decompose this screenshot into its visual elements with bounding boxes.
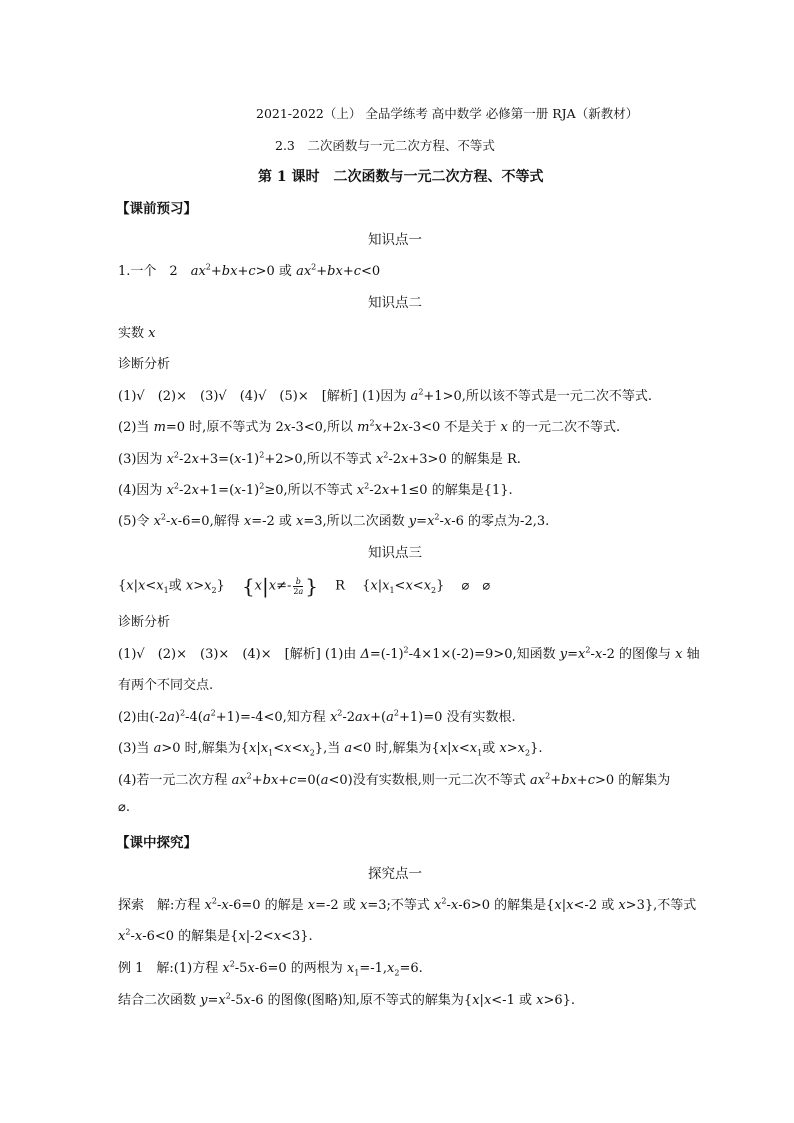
section-header: 2.3 二次函数与一元二次方程、不等式 bbox=[275, 138, 495, 153]
example1-line-2: 结合二次函数 $y=x^2-5x-6$ 的图像(图略)知,原不等式的解集为{x|x<-1 或 x>6}. bbox=[118, 991, 576, 1008]
example1-line-1: 例 1 解:(1)方程 $x^2-5x-6=0$ 的两根为 $x_1=-1,x_2=6$. bbox=[118, 959, 423, 978]
example1-cont: 结合二次函数 bbox=[118, 993, 201, 1008]
kp1-prefix: 1.一个 2 bbox=[118, 264, 191, 279]
kp3-diagnosis-line-1: (1)√ (2)× (3)× (4)× [解析] (1)由 $\Delta=(-1)^2-4\times 1\times(-2)=9>0$,知函数 $y=x^2-x-2$ 的图像与 x 轴 bbox=[118, 645, 700, 662]
explore-label: 探索 解:方程 bbox=[118, 898, 205, 913]
example1-label: 例 1 解:(1)方程 bbox=[118, 961, 223, 976]
kp3-diagnosis-line-3: (3)当 a>0 时,解集为$\{x|x_1<x<x_2\}$,当 a<0 时,解集为{$x|x<x_1$或 $x>x_2$}. bbox=[118, 741, 543, 758]
kp2-answers-text: (1)√ (2)× (3)√ (4)√ (5)× [解析] (1)因为 bbox=[118, 389, 411, 404]
knowledge-point-1: 知识点一 bbox=[368, 232, 422, 248]
knowledge-point-3: 知识点三 bbox=[368, 545, 422, 561]
page-title: 第 1 课时 二次函数与一元二次方程、不等式 bbox=[258, 169, 544, 185]
explore-line-1: 探索 解:方程 $x^2-x-6=0$ 的解是 x=-2 或 x=3;不等式 $x^2-x-6>0$ 的解集是{x|x<-2 或 x>3},不等式 bbox=[118, 896, 697, 913]
knowledge-point-2: 知识点二 bbox=[368, 295, 422, 311]
kp3-diagnosis-line-2: (2)由$(-2a)^2-4(a^2+1)=-4<0$,知方程 $x^2-2ax+(a^2+1)=0$ 没有实数根. bbox=[118, 708, 516, 725]
kp2-diagnosis-line-3: (3)因为 $x^2-2x+3=(x-1)^2+2>0$,所以不等式 $x^2-2x+3>0$ 的解集是 R. bbox=[118, 450, 521, 467]
kp3-answers-text: (1)√ (2)× (3)× (4)× [解析] (1)由 bbox=[118, 647, 361, 662]
kp2-diagnosis-line-5: (5)令 $x^2-x-6=0$,解得 x=-2 或 x=3,所以二次函数 $y=x^2-x-6$ 的零点为-2,3. bbox=[118, 512, 550, 529]
diagnosis-label-2: 诊断分析 bbox=[118, 615, 171, 630]
kp2-line-a-tail: +1>0,所以该不等式是一元二次不等式. bbox=[423, 389, 652, 404]
kp3-diagnosis-line-4: (4)若一元二次方程 $ax^2+bx+c=0(a<0)$没有实数根,则一元二次不等式 $ax^2+bx+c>0$ 的解集为 bbox=[118, 771, 671, 788]
section-explore: 【课中探究】 bbox=[116, 835, 197, 851]
kp3-empty-sets: ⌀ ⌀ bbox=[461, 578, 491, 594]
kp1-answer-line: 1.一个 2 $ax^2+bx+c>0$ 或 $ax^2+bx+c<0$ bbox=[118, 262, 381, 279]
book-header: 2021-2022（上） 全品学练考 高中数学 必修第一册 RJA（新教材） bbox=[256, 106, 639, 121]
explore-point-1: 探究点一 bbox=[368, 866, 422, 882]
kp3-answer-line: {$x|x<x_1$或 $x>x_2$} {x|x≠- $\frac{b}{2a}$ } R $\{x|x_1<x<x_2\}$ ⌀ ⌀ bbox=[118, 574, 491, 598]
kp2-diagnosis-line-4: (4)因为 $x^2-2x+1=(x-1)^2\ge 0$,所以不等式 $x^2-2x+1\le 0$ 的解集是{1}. bbox=[118, 481, 513, 498]
kp2-diagnosis-line-2: (2)当 m=0 时,原不等式为 2x-3<0,所以 $m^2x+2x-3<0$ 不是关于 x 的一元二次不等式. bbox=[118, 418, 621, 435]
kp3-real-set: R bbox=[335, 578, 345, 594]
section-preview: 【课前预习】 bbox=[116, 201, 197, 217]
kp3-diagnosis-line-1-cont: 有两个不同交点. bbox=[118, 678, 214, 693]
explore-line-2: $x^2-x-6<0$ 的解集是{x|-2<x<3}. bbox=[118, 927, 313, 944]
kp3-diagnosis-line-4-cont: ⌀. bbox=[118, 800, 130, 815]
kp2-diagnosis-line-1: (1)√ (2)× (3)√ (4)√ (5)× [解析] (1)因为 $a^2+1>0$,所以该不等式是一元二次不等式. bbox=[118, 387, 652, 404]
kp2-answer: 实数 x bbox=[118, 326, 156, 341]
diagnosis-label-1: 诊断分析 bbox=[118, 357, 171, 372]
